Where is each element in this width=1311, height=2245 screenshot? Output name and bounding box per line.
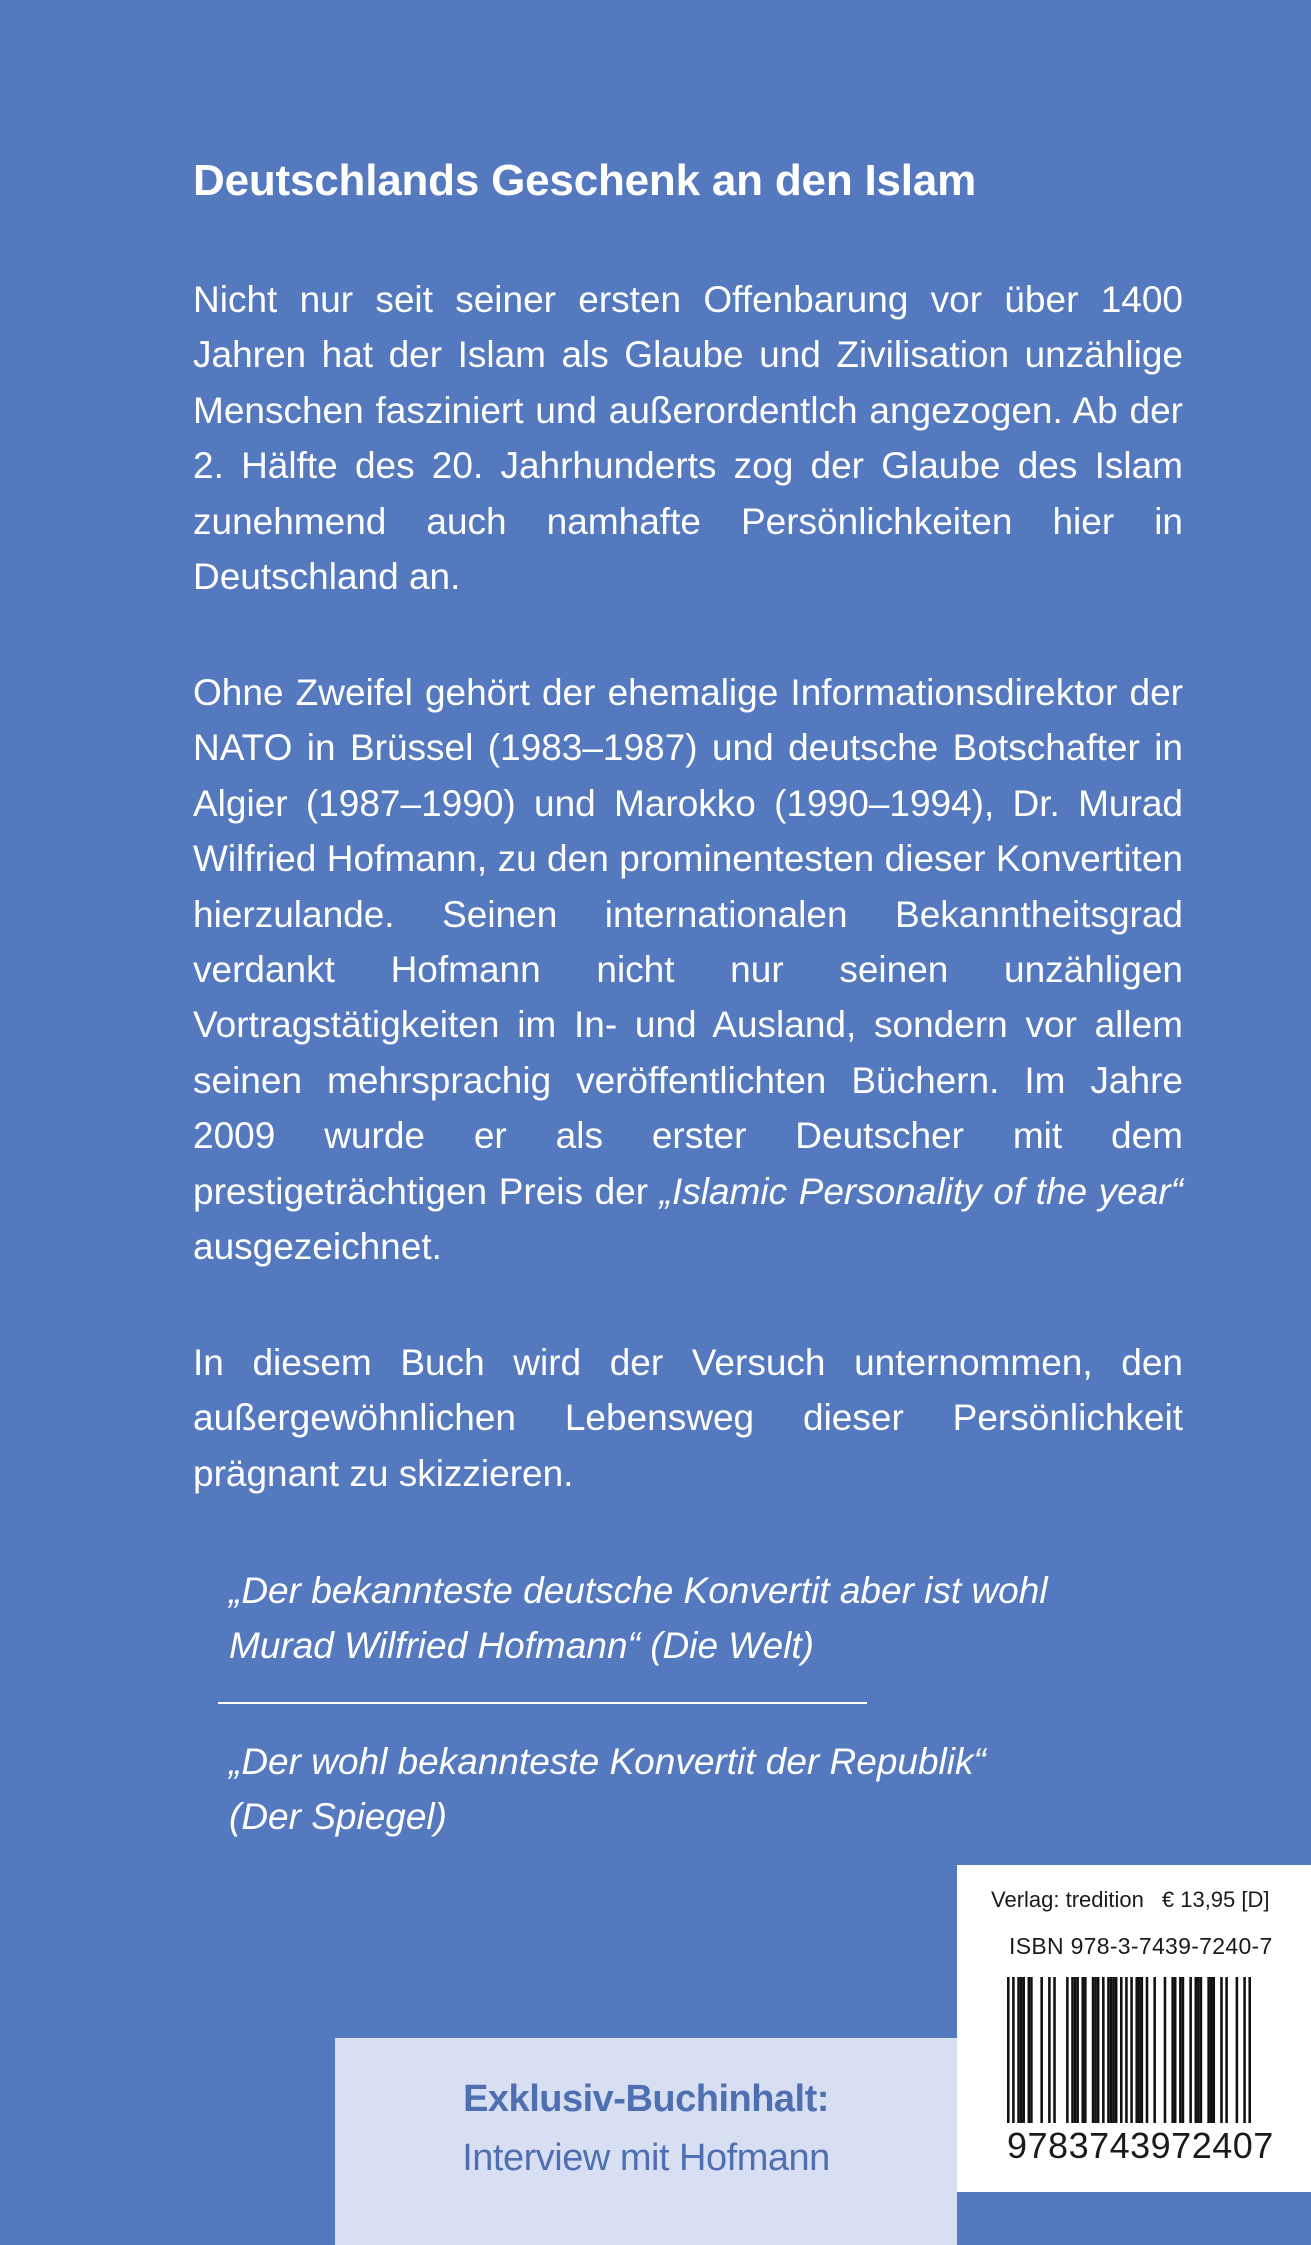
barcode-bar xyxy=(1225,1977,1228,2123)
barcode-bar xyxy=(1110,1977,1113,2123)
quote-text: „Der wohl bekannteste Konvertit der Republik“ xyxy=(229,1741,986,1782)
barcode-bar xyxy=(1102,1977,1105,2123)
barcode-bar xyxy=(1071,1977,1074,2123)
barcode-bar xyxy=(1017,1977,1020,2123)
quote-divider xyxy=(218,1702,867,1704)
barcode-bar xyxy=(1053,1977,1056,2123)
promo-heading: Exklusiv-Buchinhalt: xyxy=(463,2078,829,2120)
quote-die-welt xyxy=(229,1563,1129,1673)
barcode-bar xyxy=(1115,1977,1118,2123)
barcode-bar xyxy=(1040,1977,1043,2123)
award-name: „Islamic Personality of the year“ xyxy=(659,1170,1183,1212)
barcode-bar xyxy=(1236,1977,1239,2123)
barcode-bar xyxy=(1135,1977,1138,2123)
barcode-bar xyxy=(1189,1977,1192,2123)
barcode-bar xyxy=(1081,1977,1084,2123)
barcode-bar xyxy=(1194,1977,1197,2123)
barcode-bar xyxy=(1022,1977,1025,2123)
description-paragraph-1: Nicht nur seit seiner ersten Offenbarung vor über 1400 Jahren hat der Islam als Glaube und Zivilisation unzählige Menschen fasziniert und außerordentlch angezogen. Ab der 2. Hälfte des 20. Jahrhunderts zog der Glaube des Islam zunehmend auch namhafte Persönlichkeiten hier in Deutschland an. xyxy=(193,279,1183,598)
barcode-bar xyxy=(1164,1977,1167,2123)
barcode-bar xyxy=(1112,1977,1115,2123)
barcode-bar xyxy=(1084,1977,1087,2123)
quote-source: (Die Welt) xyxy=(650,1625,814,1666)
barcode-bar xyxy=(1207,1977,1210,2123)
barcode-bar xyxy=(1074,1977,1077,2123)
quote-der-spiegel xyxy=(229,1734,1129,1844)
barcode-bar xyxy=(1120,1977,1123,2123)
award-suffix: ausgezeichnet. xyxy=(193,1226,442,1268)
barcode-bar xyxy=(1048,1977,1051,2123)
isbn-label: ISBN 978-3-7439-7240-7 xyxy=(1009,1933,1273,1959)
barcode-bar xyxy=(1182,1977,1185,2123)
barcode-bar xyxy=(1007,1977,1010,2123)
barcode-graphic xyxy=(1007,1977,1251,2123)
barcode-bar xyxy=(1248,1977,1251,2123)
barcode-bar xyxy=(1094,1977,1097,2123)
description-paragraph-3: In diesem Buch wird der Versuch unternommen, den außergewöhnlichen Lebensweg dieser Persönlichkeit prägnant zu skizzieren. xyxy=(193,1342,1183,1494)
barcode-bar xyxy=(1146,1977,1149,2123)
barcode-bar xyxy=(1012,1977,1015,2123)
exclusive-content-box xyxy=(335,2038,957,2245)
barcode-bar xyxy=(1097,1977,1100,2123)
barcode-bar xyxy=(1066,1977,1069,2123)
barcode-bar xyxy=(1179,1977,1182,2123)
barcode-bar xyxy=(1171,1977,1174,2123)
description-paragraph-2 xyxy=(193,665,1183,1274)
ean-number: 9783743972407 xyxy=(1007,2125,1274,2166)
promo-subtitle: Interview mit Hofmann xyxy=(462,2137,830,2179)
barcode-bar xyxy=(1028,1977,1031,2123)
barcode-bar xyxy=(1130,1977,1133,2123)
barcode-bar xyxy=(1153,1977,1156,2123)
barcode-bar xyxy=(1020,1977,1023,2123)
book-title: Deutschlands Geschenk an den Islam xyxy=(193,156,977,205)
barcode-bar xyxy=(1212,1977,1215,2123)
paragraph-2-text: Ohne Zweifel gehört der ehemalige Informationsdirektor der NATO in Brüssel (1983–1987) und deutsche Botschafter in Algier (1987–1990) und Marokko (1990–1994), Dr. Murad Wilfried Hofmann, zu den prominentesten dieser Konvertiten hierzulande. Seinen internationalen Bekanntheitsgrad verdankt Hofmann nicht nur seinen unzähligen Vortragstätigkeiten im In- und Ausland, sondern vor allem seinen mehrsprachig veröffentlichten Büchern. Im Jahre 2009 wurde er als erster Deutscher mit dem prestigeträchtigen Preis der xyxy=(193,672,1183,1212)
barcode-bar xyxy=(1174,1977,1177,2123)
publisher-label: Verlag: tredition xyxy=(991,1887,1144,1912)
barcode-bar xyxy=(1243,1977,1246,2123)
barcode-bar xyxy=(1220,1977,1223,2123)
barcode-bar xyxy=(1200,1977,1203,2123)
barcode-bar xyxy=(1210,1977,1213,2123)
barcode-box xyxy=(957,1865,1311,2192)
barcode-bar xyxy=(1030,1977,1033,2123)
barcode-bar xyxy=(1076,1977,1079,2123)
barcode-bar xyxy=(1138,1977,1141,2123)
barcode-bar xyxy=(1107,1977,1110,2123)
barcode-bar xyxy=(1092,1977,1095,2123)
publisher-price-line xyxy=(991,1887,1270,1913)
price-label: € 13,95 [D] xyxy=(1161,1887,1270,1912)
barcode-bar xyxy=(1197,1977,1200,2123)
barcode-bar xyxy=(1125,1977,1128,2123)
quote-text: „Der bekannteste deutsche Konvertit aber ist wohl Murad Wilfried Hofmann“ xyxy=(229,1570,1048,1666)
quote-source: (Der Spiegel) xyxy=(229,1796,447,1837)
barcode-bar xyxy=(1141,1977,1144,2123)
